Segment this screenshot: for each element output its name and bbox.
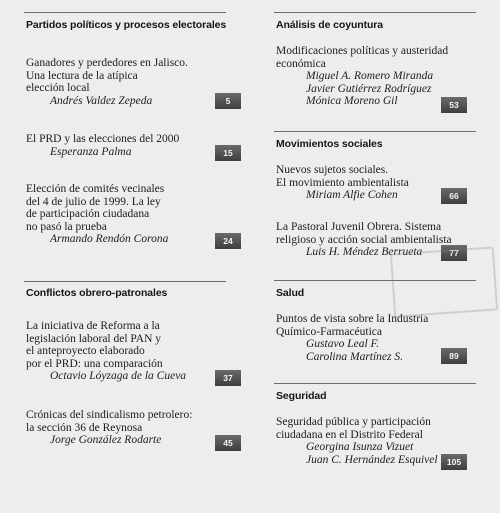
page-number-badge[interactable]: 37 (215, 370, 241, 386)
right-column (250, 0, 480, 513)
entry-title-line: Nuevos sujetos sociales. (276, 164, 389, 176)
toc-entry-jalisco[interactable] (26, 57, 231, 107)
page-number-badge[interactable]: 15 (215, 145, 241, 161)
entry-author: Luis H. Méndez Berrueta (306, 246, 423, 258)
entry-title-line: elección local (26, 82, 90, 94)
entry-title-line: la sección 36 de Reynosa (26, 421, 143, 434)
page-number-badge[interactable]: 45 (215, 435, 241, 451)
entry-title-line: Una lectura de la atípica (26, 69, 138, 82)
entry-title-line: por el PRD: una comparación (26, 357, 163, 370)
entry-title-line: ciudadana en el Distrito Federal (276, 428, 423, 441)
page-number-badge[interactable]: 77 (441, 245, 467, 261)
entry-title-line: Puntos de vista sobre la Industria (276, 313, 429, 325)
entry-author: Andrés Valdez Zepeda (50, 94, 153, 107)
section-rule (24, 12, 226, 13)
page-number-badge[interactable]: 89 (441, 348, 467, 364)
section-rule (274, 12, 476, 13)
entry-title-line: El movimiento ambientalista (276, 176, 409, 189)
entry-title-line: La iniciativa de Reforma a la (26, 320, 160, 332)
section-heading-conflictos: Conflictos obrero-patronales (26, 287, 168, 299)
left-column (0, 0, 233, 513)
entry-author: Octavio Lóyzaga de la Cueva (50, 370, 187, 382)
entry-title-line: El PRD y las elecciones del 2000 (26, 133, 180, 145)
page-number-badge[interactable]: 24 (215, 233, 241, 249)
entry-title-line: económica (276, 57, 326, 70)
entry-title-line: el anteproyecto elaborado (26, 345, 145, 357)
page-number-badge[interactable]: 5 (215, 93, 241, 109)
section-heading-partidos: Partidos políticos y procesos electorales (26, 19, 227, 31)
toc-entry-sindicalismo-petrolero[interactable] (26, 409, 231, 447)
section-heading-movimientos: Movimientos sociales (276, 138, 383, 150)
entry-author: Juan C. Hernández Esquivel (306, 453, 438, 466)
entry-title-line: Elección de comités vecinales (26, 183, 165, 195)
entry-author: Gustavo Leal F. (306, 338, 379, 350)
entry-title-line: Químico-Farmacéutica (276, 325, 383, 338)
entry-author: Javier Gutiérrez Rodríguez (306, 82, 432, 95)
entry-title-line: de participación ciudadana (26, 208, 150, 220)
toc-entry-comites-vecinales[interactable] (26, 183, 231, 246)
entry-title-line: Crónicas del sindicalismo petrolero: (26, 409, 193, 421)
entry-title-line: Seguridad pública y participación (276, 416, 431, 428)
entry-author: Miriam Alfie Cohen (306, 189, 398, 201)
entry-title-line: La Pastoral Juvenil Obrera. Sistema (276, 221, 442, 233)
page-number-badge[interactable]: 66 (441, 188, 467, 204)
section-rule (274, 383, 476, 384)
page-number-badge[interactable]: 53 (441, 97, 467, 113)
entry-author: Mónica Moreno Gil (306, 95, 398, 107)
entry-author: Jorge González Rodarte (50, 434, 162, 446)
toc-entry-prd-elecciones[interactable] (26, 133, 231, 158)
section-heading-salud: Salud (276, 287, 305, 299)
entry-author: Esperanza Palma (50, 145, 132, 158)
section-heading-seguridad: Seguridad (276, 390, 327, 402)
section-rule (274, 280, 476, 281)
entry-title-line: Modificaciones políticas y austeridad (276, 45, 449, 57)
entry-author: Georgina Isunza Vizuet (306, 441, 414, 453)
section-rule (274, 131, 476, 132)
section-heading-coyuntura: Análisis de coyuntura (276, 19, 384, 31)
entry-title-line: del 4 de julio de 1999. La ley (26, 195, 161, 208)
entry-title-line: legislación laboral del PAN y (26, 332, 161, 345)
page-number-badge[interactable]: 105 (441, 454, 467, 470)
entry-title-line: religioso y acción social ambientalista (276, 233, 452, 246)
entry-title-line: Ganadores y perdedores en Jalisco. (26, 57, 188, 69)
entry-author: Carolina Martínez S. (306, 350, 404, 363)
section-rule (24, 281, 226, 282)
entry-author: Miguel A. Romero Miranda (306, 70, 434, 82)
entry-author: Armando Rendón Corona (50, 233, 169, 245)
toc-entry-reforma-laboral[interactable] (26, 320, 231, 383)
entry-title-line: no pasó la prueba (26, 220, 107, 233)
